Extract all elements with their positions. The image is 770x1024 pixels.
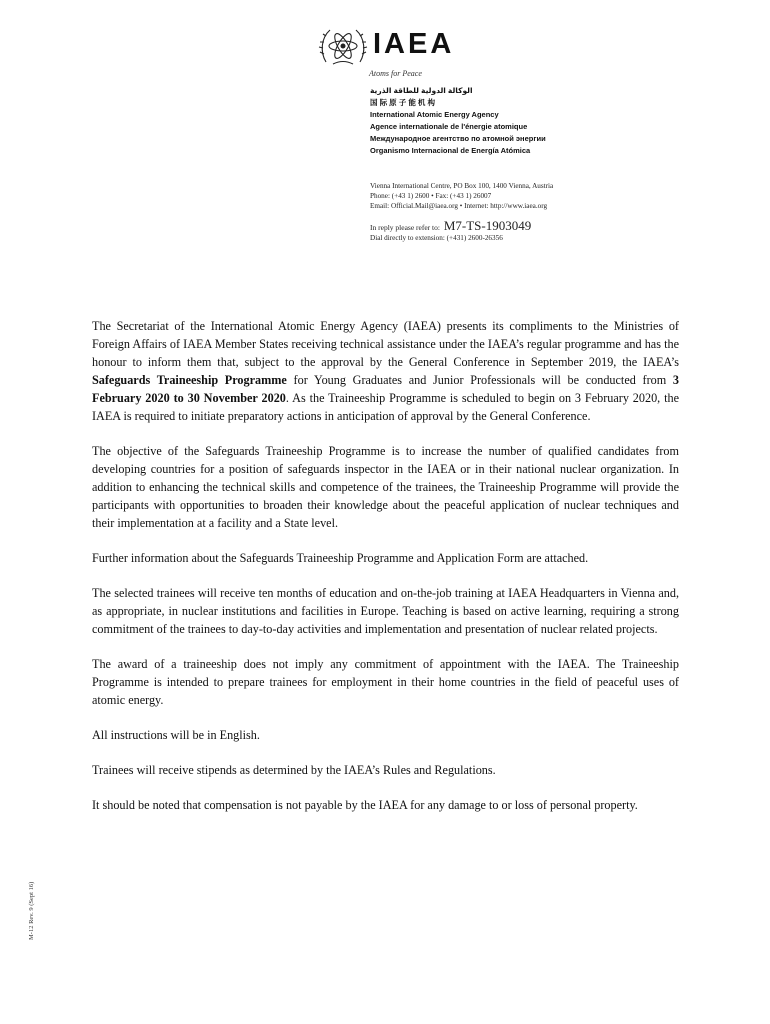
letter-body (92, 317, 679, 831)
agency-name-chinese: 国 际 原 子 能 机 构 (370, 98, 436, 107)
reference-number: M7-TS-1903049 (443, 218, 532, 233)
programme-name: Safeguards Traineeship Programme (92, 373, 287, 387)
agency-name-english: International Atomic Energy Agency (370, 110, 499, 119)
agency-name-arabic: الوكالة الدولية للطاقة الذرية (370, 86, 473, 95)
logo-wordmark: IAEA (373, 28, 455, 60)
phone-line: Phone: (+43 1) 2600 • Fax: (+43 1) 26007 (370, 192, 492, 200)
form-code: M-12 Rev. 9 (Sept 16) (28, 881, 35, 940)
paragraph-text: for Young Graduates and Junior Professionals will be conducted from (286, 373, 673, 387)
reply-label: In reply please refer to: (370, 223, 440, 232)
reply-reference (370, 218, 531, 234)
paragraph-award: The award of a traineeship does not imply any commitment of appointment with the IAEA. The Traineeship Programme is intended to prepare trainees for employment in their home countries in the field of peaceful uses of atomic energy. (92, 657, 679, 707)
agency-names (370, 85, 546, 157)
paragraph-compensation: It should be noted that compensation is not payable by the IAEA for any damage to or loss of personal property. (92, 798, 638, 812)
agency-name-french: Agence internationale de l'énergie atomique (370, 122, 528, 131)
motto: Atoms for Peace (369, 69, 422, 78)
paragraph-stipends: Trainees will receive stipends as determined by the IAEA’s Rules and Regulations. (92, 763, 496, 777)
email-line: Email: Official.Mail@iaea.org • Internet: http://www.iaea.org (370, 202, 548, 210)
paragraph-training: The selected trainees will receive ten months of education and on-the-job training at IAEA Headquarters in Vienna and, as appropriate, in nuclear institutions and facilities in Europe. Teaching is based on active learning, requiring a strong commitment of the trainees to day-to-day activities and implementation and presentation of nuclear related projects. (92, 586, 679, 636)
iaea-emblem-logo (318, 22, 368, 72)
paragraph-text: The Secretariat of the International Atomic Energy Agency (IAEA) presents its compliments to the Ministries of Foreign Affairs of IAEA Member States receiving technical assistance under the IAEA’s regular programme and has the honour to inform them that, subject to the approval by the General Conference in September 2019, the IAEA’s (92, 319, 679, 369)
agency-name-russian: Международное агентство по атомной энергии (370, 134, 546, 143)
paragraph-language: All instructions will be in English. (92, 728, 260, 742)
address-block (370, 181, 553, 211)
paragraph-text: . As the Traineeship Programme is scheduled to begin on 3 February 2020, the IAEA is required to initiate preparatory actions in anticipation of approval by the General Conference. (92, 391, 679, 423)
paragraph-intro (92, 317, 679, 425)
programme-dates: 3 February 2020 to 30 November 2020 (92, 373, 679, 405)
address-line: Vienna International Centre, PO Box 100, 1400 Vienna, Austria (370, 182, 554, 190)
paragraph-objective: The objective of the Safeguards Traineeship Programme is to increase the number of qualified candidates from developing countries for a position of safeguards inspector in the IAEA or in their national nuclear organization. In addition to enhancing the technical skills and competence of the trainees, the Traineeship Programme will provide the participants with opportunities to broaden their knowledge about the peaceful application of nuclear techniques and their implementation at a facility and a State level. (92, 444, 679, 530)
dial-extension: Dial directly to extension: (+431) 2600-26356 (370, 234, 503, 242)
paragraph-further-info: Further information about the Safeguards Traineeship Programme and Application Form are attached. (92, 551, 589, 565)
agency-name-spanish: Organismo Internacional de Energía Atómica (370, 146, 531, 155)
